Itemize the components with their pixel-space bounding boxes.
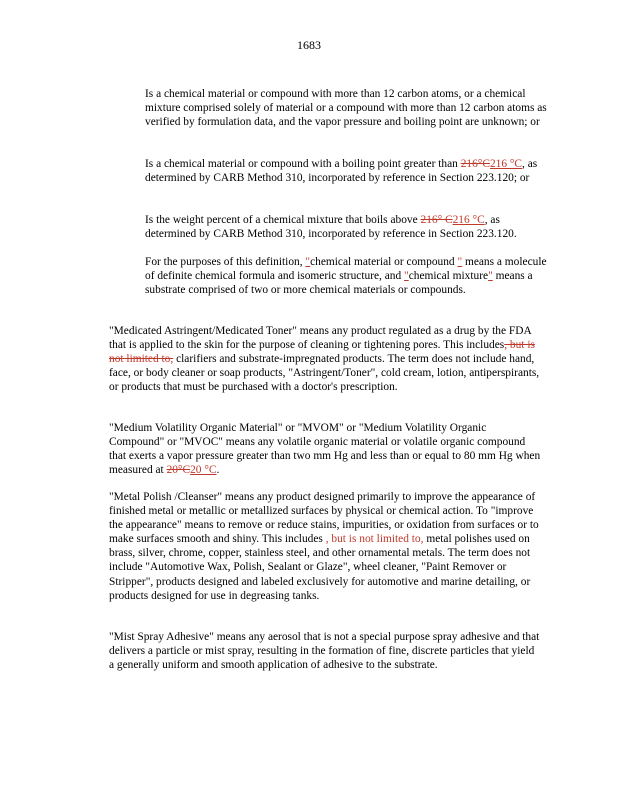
deleted-text: 216° C — [420, 214, 453, 226]
paragraph-boiling-point: Is a chemical material or compound with a boiling point greater than 216°C216 °C, as determined by CARB Method 310, incorporated by reference in Section 223.120; or — [145, 158, 538, 185]
definition-metal-polish: "Metal Polish /Cleanser" means any product designed primarily to improve the appearance of finished metal or metallic or metallized surfaces by physical or chemical action. To "improve the appearance" means to remove or reduce stains, impurities, or oxidation from surfaces or to make surfaces smooth and shiny. This includes , but is not limited to, metal polishes used on brass, silver, chrome, copper, stainless steel, and other ornamental metals. The term does not include "Automotive Wax, Polish, Sealant or Glaze", wheel cleaner, "Paint Remover or Stripper", products designed and labeled exclusively for automotive and marine detailing, or products designed for use in degreasing tanks. — [109, 491, 539, 602]
inserted-text: 20 °C — [190, 464, 217, 477]
deleted-text: 216°C — [460, 158, 490, 170]
definition-mvom: "Medium Volatility Organic Material" or "MVOM" or "Medium Volatility Organic Compound" or "MVOC" means any volatile organic material or volatile organic compound that exerts a vapor pressure greater than two mm Hg and less than or equal to 80 mm Hg when measured at 20°C20 °C. — [109, 422, 541, 477]
inserted-text: 216 °C — [452, 214, 485, 226]
paragraph-carbon-atoms: Is a chemical material or compound with more than 12 carbon atoms, or a chemical mixture comprised solely of material or a compound with more than 12 carbon atoms as verified by formulation data, and the vapor pressure and boiling point are unknown; or — [145, 88, 547, 129]
definition-medicated-astringent: "Medicated Astringent/Medicated Toner" means any product regulated as a drug by the FDA that is applied to the skin for the purpose of cleaning or tightening pores. This includes, but is not limited to, clarifiers and substrate-impregnated products. The term does not include hand, face, or body cleaner or soap products, "Astringent/Toner", cold cream, lotion, antiperspirants, or products that must be purchased with a doctor's prescription. — [109, 325, 540, 394]
page-number: 1683 — [297, 38, 321, 52]
paragraph-definition-purposes: For the purposes of this definition, "chemical material or compound " means a molecule of definite chemical formula and isomeric structure, and "chemical mixture" means a substrate comprised of two or more chemical materials or compounds. — [145, 256, 547, 297]
inserted-text: , but is not limited to, — [325, 533, 424, 546]
deleted-text: , but is not limited to, — [109, 339, 535, 366]
definition-mist-spray-adhesive: "Mist Spray Adhesive" means any aerosol that is not a special purpose spray adhesive and that delivers a particle or mist spray, resulting in the formation of fine, discrete particles that yield a generally uniform and smooth application of adhesive to the substrate. — [109, 631, 540, 672]
paragraph-weight-percent: Is the weight percent of a chemical mixture that boils above 216° C216 °C, as determined by CARB Method 310, incorporated by reference in Section 223.120. — [145, 214, 517, 241]
inserted-text: 216 °C — [489, 158, 523, 170]
deleted-text: 20°C — [166, 464, 191, 477]
